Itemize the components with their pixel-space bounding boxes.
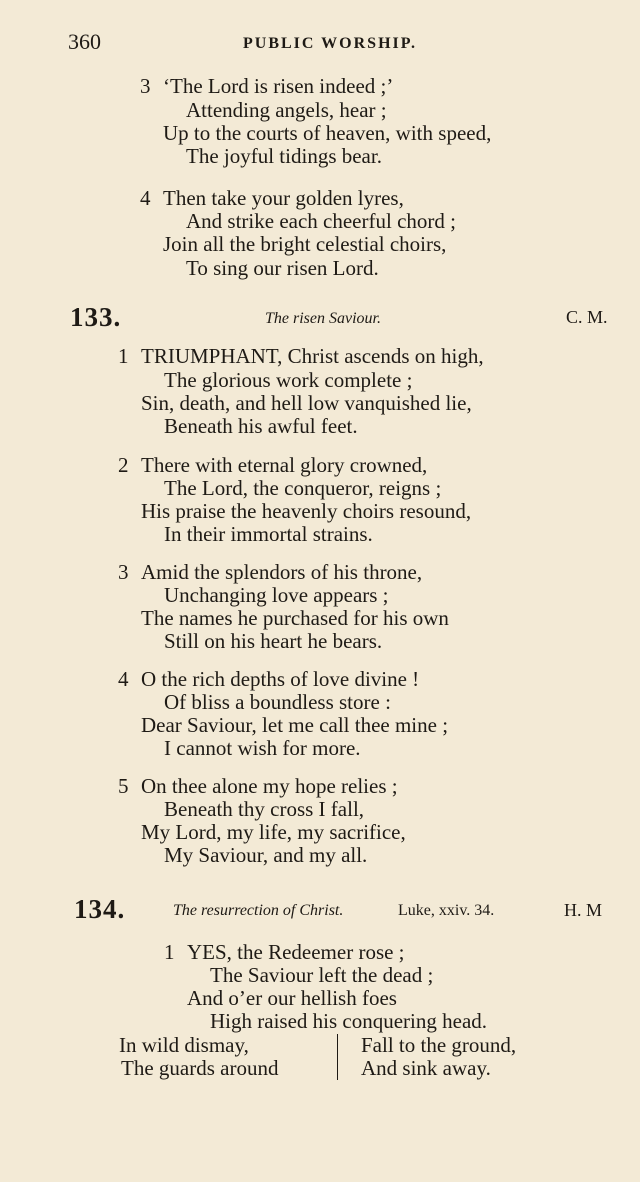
verse-line: His praise the heavenly choirs resound,	[141, 499, 472, 523]
verse-line: Join all the bright celestial choirs,	[163, 232, 447, 256]
verse-line: YES, the Redeemer rose ;	[187, 940, 405, 964]
stanza-number: 1	[118, 344, 129, 368]
column-divider	[337, 1034, 338, 1080]
hymn-title: The resurrection of Christ.	[173, 902, 344, 919]
verse-line: My Saviour, and my all.	[164, 843, 368, 867]
verse-line: The Saviour left the dead ;	[210, 963, 434, 987]
hymn-meter: C. M.	[566, 307, 608, 327]
verse-line: Attending angels, hear ;	[186, 98, 387, 122]
verse-line: Still on his heart he bears.	[164, 629, 383, 653]
running-title: PUBLIC WORSHIP.	[243, 35, 418, 52]
hymn-number: 134.	[74, 894, 126, 924]
verse-line-left: The guards around	[121, 1056, 279, 1080]
stanza-number: 1	[164, 940, 175, 964]
stanza-number: 2	[118, 453, 129, 477]
verse-line: Unchanging love appears ;	[164, 583, 389, 607]
verse-line: Beneath his awful feet.	[164, 414, 358, 438]
verse-line: Sin, death, and hell low vanquished lie,	[141, 391, 472, 415]
verse-line: My Lord, my life, my sacrifice,	[141, 820, 406, 844]
verse-line: The Lord, the conqueror, reigns ;	[164, 476, 442, 500]
verse-line: On thee alone my hope relies ;	[141, 774, 398, 798]
verse-line: And strike each cheerful chord ;	[186, 209, 456, 233]
verse-line: High raised his conquering head.	[210, 1009, 488, 1033]
hymn-title: The risen Saviour.	[265, 310, 381, 327]
verse-line: Of bliss a boundless store :	[164, 690, 391, 714]
page-number: 360	[68, 29, 101, 54]
hymn-number: 133.	[70, 302, 122, 332]
verse-line: ‘The Lord is risen indeed ;’	[163, 74, 394, 98]
stanza-number: 5	[118, 774, 129, 798]
verse-line-left: In wild dismay,	[119, 1033, 249, 1057]
stanza-number: 3	[118, 560, 129, 584]
verse-line-right: And sink away.	[361, 1056, 491, 1080]
stanza-number: 3	[140, 74, 151, 98]
verse-line: Amid the splendors of his throne,	[141, 560, 423, 584]
hymn-meter: H. M	[564, 900, 603, 920]
verse-line: There with eternal glory crowned,	[141, 453, 428, 477]
verse-line: TRIUMPHANT, Christ ascends on high,	[141, 344, 484, 368]
verse-line: Dear Saviour, let me call thee mine ;	[141, 713, 449, 737]
verse-line: The names he purchased for his own	[141, 606, 449, 630]
stanza-number: 4	[118, 667, 129, 691]
verse-line: O the rich depths of love divine !	[141, 667, 420, 691]
stanza-number: 4	[140, 186, 151, 210]
verse-line: To sing our risen Lord.	[186, 256, 379, 280]
verse-line: I cannot wish for more.	[164, 736, 361, 760]
verse-line: In their immortal strains.	[164, 522, 373, 546]
verse-line: Up to the courts of heaven, with speed,	[163, 121, 492, 145]
scripture-reference: Luke, xxiv. 34.	[398, 902, 495, 919]
verse-line-right: Fall to the ground,	[361, 1033, 517, 1057]
verse-line: And o’er our hellish foes	[187, 986, 397, 1010]
verse-line: Then take your golden lyres,	[163, 186, 404, 210]
verse-line: Beneath thy cross I fall,	[164, 797, 365, 821]
verse-line: The joyful tidings bear.	[186, 144, 382, 168]
verse-line: The glorious work complete ;	[164, 368, 413, 392]
